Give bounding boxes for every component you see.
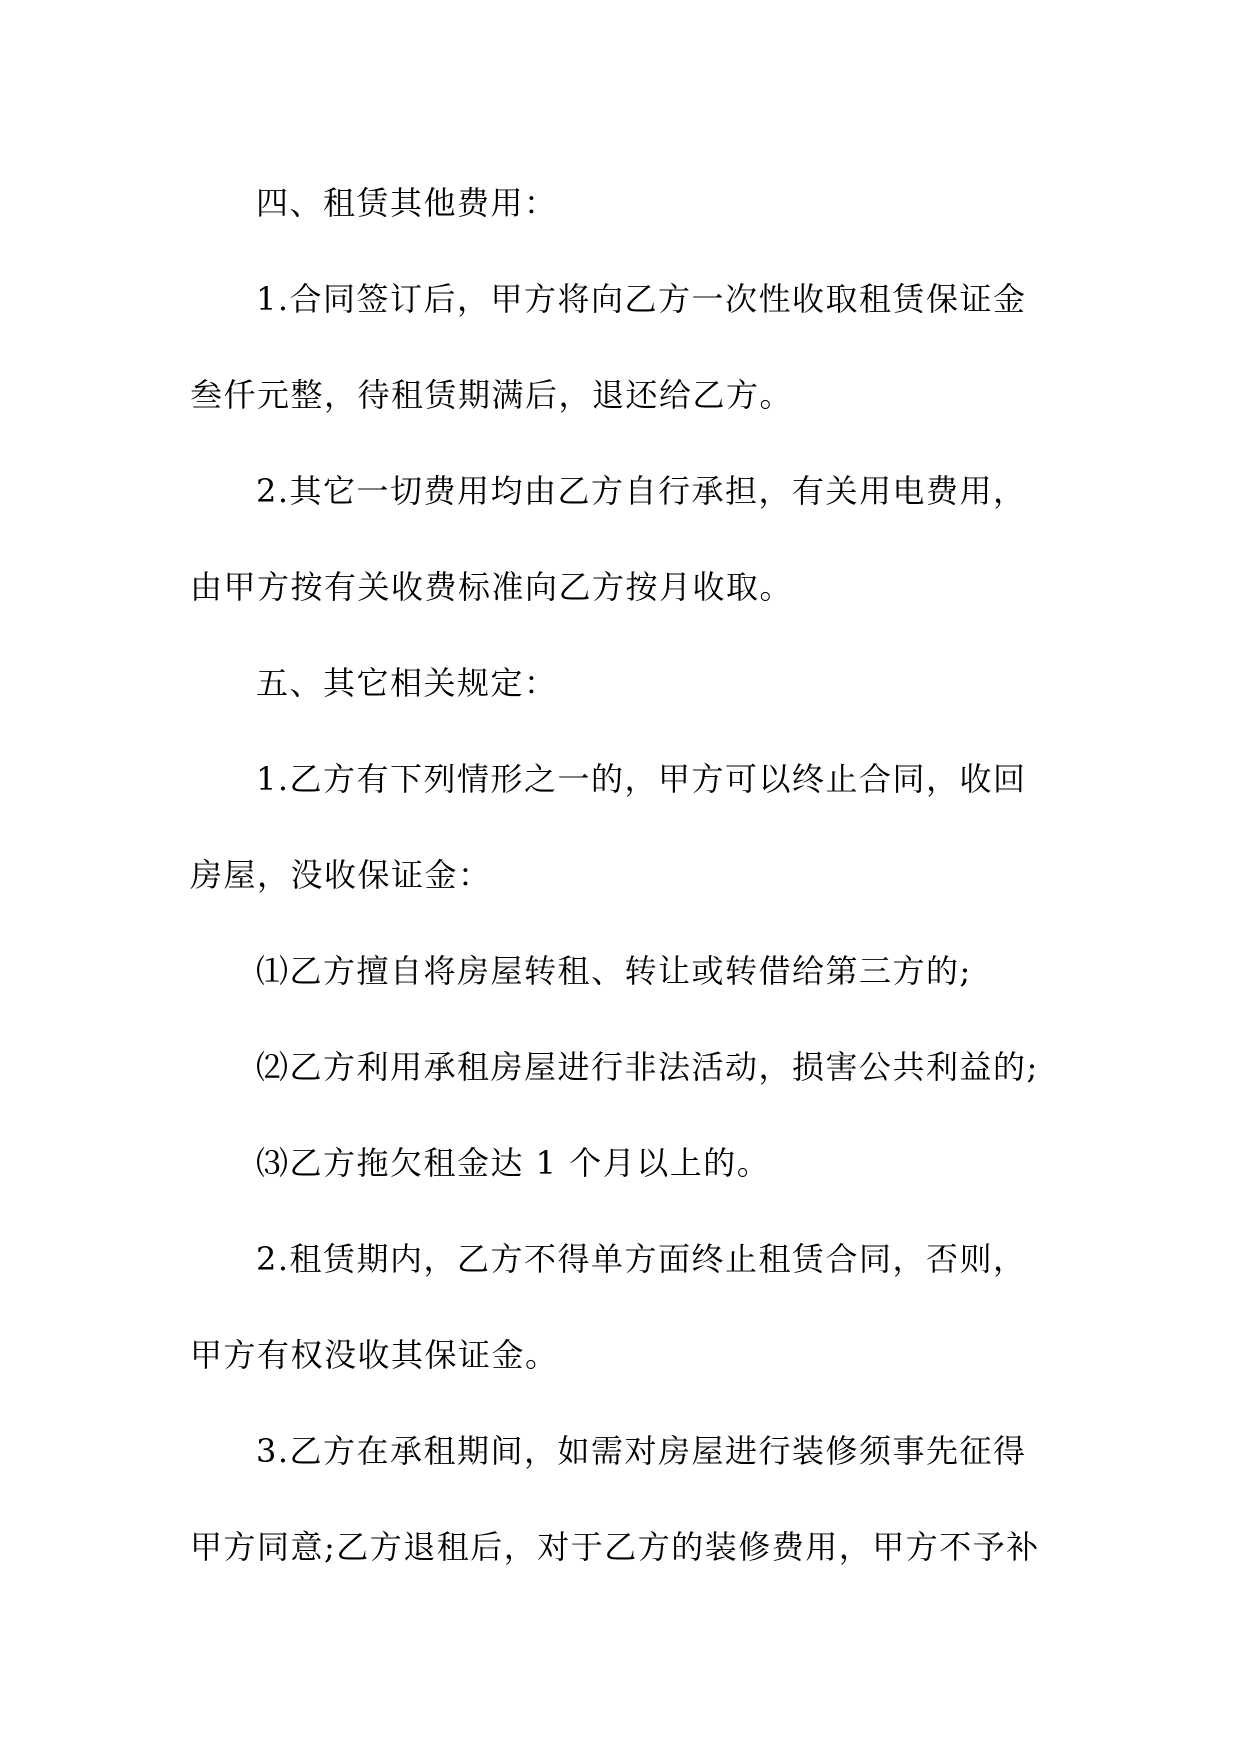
- section-heading-other-fees: 四、租赁其他费用：: [256, 184, 558, 222]
- paragraph-line: 房屋，没收保证金：: [190, 856, 492, 894]
- paragraph-line: 叁仟元整，待租赁期满后，退还给乙方。: [190, 376, 794, 414]
- list-item: ⑴乙方擅自将房屋转租、转让或转借给第三方的;: [256, 952, 972, 990]
- list-item: ⑶乙方拖欠租金达 1 个月以上的。: [256, 1144, 771, 1182]
- paragraph-line: 2.租赁期内，乙方不得单方面终止租赁合同，否则，: [256, 1240, 1027, 1278]
- paragraph-line: 1.乙方有下列情形之一的，甲方可以终止合同，收回: [256, 760, 1027, 798]
- paragraph-line: 甲方有权没收其保证金。: [190, 1336, 559, 1374]
- paragraph-line: 3.乙方在承租期间，如需对房屋进行装修须事先征得: [256, 1432, 1027, 1470]
- section-heading-other-provisions: 五、其它相关规定：: [256, 664, 558, 702]
- list-item: ⑵乙方利用承租房屋进行非法活动，损害公共利益的;: [256, 1048, 1039, 1086]
- paragraph-line: 1.合同签订后，甲方将向乙方一次性收取租赁保证金: [256, 280, 1027, 318]
- paragraph-line: 2.其它一切费用均由乙方自行承担，有关用电费用，: [256, 472, 1027, 510]
- paragraph-line: 由甲方按有关收费标准向乙方按月收取。: [190, 568, 794, 606]
- paragraph-line: 甲方同意;乙方退租后，对于乙方的装修费用，甲方不予补: [190, 1528, 1040, 1566]
